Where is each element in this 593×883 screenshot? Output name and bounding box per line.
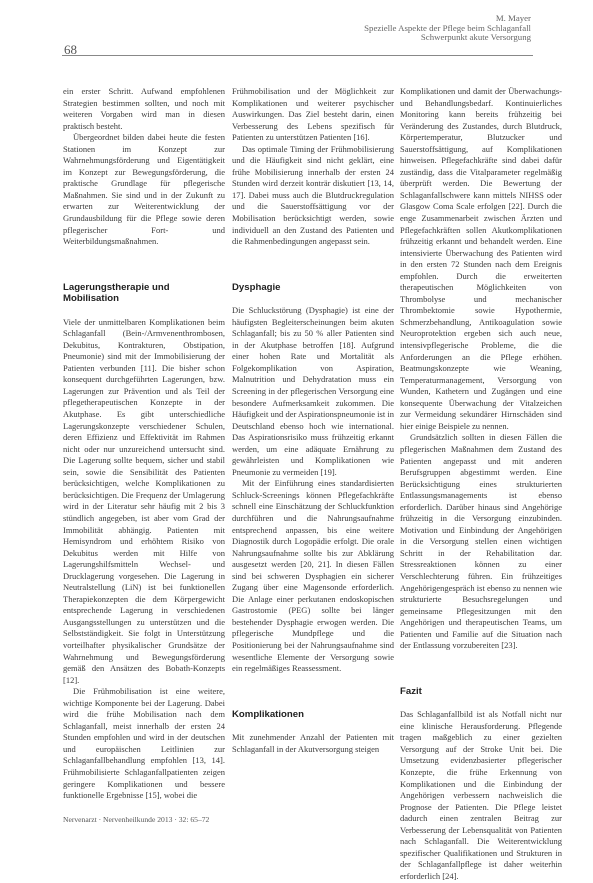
page-number: 68 [64, 42, 77, 57]
section-spacer [63, 305, 225, 317]
section-spacer [232, 293, 394, 305]
section-spacer [232, 675, 394, 709]
body-paragraph: Viele der unmittelbaren Komplikationen beim Schlaganfall (Bein-/Armvenenthrombosen, Dekubitus, Kontrakturen, Obstipation, Pneumonie) sind mit der Immobilisierung der Patienten verbunden [11]. Die bisher schon konsequent durchgeführten Lagerungen, bzw. Lagerungen zur Prävention und als Teil der pflegetherapeutischen Konzepte in der Akutphase. Es gibt unterschiedliche Lagerungskonzepte verschiedener Schulen, deren Effizienz und Effektivität im Rahmen nicht oder nur unzureichend untersucht sind. Die Lagerung sollte bequem, sicher und stabil sein, sowie die Sensibilität des Patienten berücksichtigen, welche Komplikationen zu berücksichtigen. Die Frequenz der Umlagerung wird in der Literatur sehr häufig mit 2 bis 3 stündlich angegeben, ist aber vom Grad der Immobilität abhängig. Patienten mit Hemisyndrom und erhöhtem Risiko von Dekubitus werden mit Hilfe von Lagerungshilfsmitteln Wechsel- und Drucklagerung vorgesehen. Die Lagerung in Neutralstellung (LiN) ist bei funktionellen Therapiekonzepten die dem Körpergewicht entsprechende Lagerung in verschiedenen Ausgangsstellungen zu unterstützen und die Selbstständigkeit. Sie folgt in Unterstützung vorteilhafter physikalischer Grundsätze der Wahrnehmung und Bewegungsförderung gemäß den Ansätzen des Bobath-Konzepts [12]. [63, 316, 225, 685]
body-paragraph: Die Frühmobilisation ist eine weitere, wichtige Komponente bei der Lagerung. Dabei wird die frühe Mobilisation nach dem Schlaganfall, meist innerhalb der ersten 24 Stunden empfohlen und wird in der deutschen und europäischen Leitlinien zur Schlaganfallbehandlung empfohlen [13, 14]. Frühmobilisierte Schlaganfallpatienten zeigen geringere Komplikationen und bessere funktionelle Ergebnisse [15], wobei die [63, 686, 225, 801]
section-heading: Komplikationen [232, 708, 304, 720]
section-spacer [63, 248, 225, 282]
body-paragraph: Übergeordnet bilden dabei heute die festen Stationen im Konzept zur Wahrnehmungsförderung und Eigentätigkeit im Konzept zur Bewegungsförderung, die praktische Grundlage für pflegerische Maßnahmen. Sie sind und in der Zukunft zu erwarten zur Weiterentwicklung der Grundausbildung für die Pflege sowie deren pflegerischer Fort- und Weiterbildungsmaßnahmen. [63, 132, 225, 247]
running-head [291, 14, 531, 43]
running-head-title: Spezielle Aspekte der Pflege beim Schlaganfall [364, 22, 531, 33]
section-spacer [400, 697, 562, 709]
body-paragraph: Mit zunehmender Anzahl der Patienten mit Schlaganfall in der Akutversorgung steigen [232, 732, 394, 754]
body-paragraph: Das Schlaganfallbild ist als Notfall nicht nur eine klinische Herausforderung. Pflegende tragen maßgeblich zu einer gezielten Versorgung auf der Stroke Unit bei. Die Umsetzung evidenzbasierter pflegerischer Konzepte, die frühe Erkennung von Komplikationen und die Einbindung der Angehörigen verbessern nachweislich die Prognose der Patienten. Die Pflege leistet dadurch einen zentralen Beitrag zur Verbesserung der Lebensqualität von Patienten nach Schlaganfall. Die Weiterentwicklung spezifischer Qualifikationen und Strukturen in der Schlaganfallpflege ist daher weiterhin erforderlich [24]. [400, 709, 562, 881]
text-column-1 [63, 86, 225, 802]
body-paragraph: Das optimale Timing der Frühmobilisierung und die Häufigkeit sind nicht geklärt, eine frühe Mobilisierung innerhalb der ersten 24 Stunden wird derzeit konträr diskutiert [13, 14, 17]. Dabei muss auch die Blutdruckregulation und die Sauerstoffsättigung vor der Mobilisation berücksichtigt werden, sowie individuell an den Zustand des Patienten und die Rahmenbedingungen angepasst sein. [232, 143, 394, 247]
section-heading: Lagerungstherapie und Mobilisation [63, 281, 170, 305]
header-rule [62, 55, 533, 56]
body-paragraph: Mit der Einführung eines standardisierten Schluck-Screenings können Pflegefachkräfte schnell eine Einschätzung der Schluckfunktion durchführen und die Nahrungsaufnahme entsprechend anpassen, bis eine weitere Diagnostik durch Logopädie erfolgt. Die orale Nahrungsaufnahme sollte bis zur Abklärung ausgesetzt werden [20, 21]. In diesen Fällen sind bei schweren Dysphagien ein sicherer Zugang über eine Magensonde erforderlich. Die Anlage einer perkutanen endoskopischen Gastrostomie (PEG) sollte bei länger bestehender Dysphagie erwogen werden. Die pflegerische Mundpflege und die Positionierung bei der Nahrungsaufnahme sind wesentliche Elemente der Versorgung sowie ein regelmäßiges Reassessment. [232, 478, 394, 674]
body-paragraph: Die Schluckstörung (Dysphagie) ist eine der häufigsten Begleiterscheinungen beim akuten Schlaganfall; bis zu 50 % aller Patienten sind in der Akutphase betroffen [18]. Aufgrund einer hohen Rate und Mortalität als Folgekomplikation von Aspiration, Malnutrition und Dehydratation muss ein Screening in der pflegerischen Versorgung eine besondere Aufmerksamkeit zukommen. Die Häufigkeit und der Aspirationspneumonie ist in Deutschland ebenso hoch wie international. Das Aspirationsrisiko muss frühzeitig erkannt werden, um eine adäquate Ernährung zu gewährleisten und Komplikationen wie Pneumonie zu vermeiden [19]. [232, 305, 394, 477]
section-heading: Fazit [400, 685, 422, 697]
body-paragraph: Komplikationen und damit der Überwachungs- und Behandlungsbedarf. Kontinuierliches Monitoring kann bereits frühzeitig bei Veränderung des Zustandes, durch Blutdruck, Körpertemperatur, Blutzucker und Sauerstoffsättigung, auf Komplikationen hinweisen. Pflegefachkräfte sind dabei dafür zuständig, dass die Vitalparameter regelmäßig überprüft werden. Die Bewertung der Schlaganfallschwere kann mittels NIHSS oder Glasgow Coma Scale erfolgen [22]. Durch die enge Zusammenarbeit zwischen Ärzten und Pflegefachkräften sollen Akutkomplikationen frühzeitig erkannt und behandelt werden. Eine intensivierte Überwachung des Patienten wird in den ersten 72 Stunden nach dem Ereignis empfohlen. Durch die erweiterten therapeutischen Möglichkeiten von Thrombolyse und mechanischer Thrombektomie sowie Hypothermie, Schmerzbehandlung, Antikoagulation sowie Neuroprotektion ergeben sich auch neue, intensivpflegerische Probleme, die die Anforderungen an die Pflege erhöhen. Beatmungskonzepte wie Weaning, Temperaturmanagement, Versorgung von Wunden, Kathetern und Zugängen und eine konsequente Überwachung der Vitalzeichen zur Vermeidung sekundärer Hirnschäden sind hier einige Beispiele zu nennen. [400, 86, 562, 431]
section-spacer [232, 248, 394, 282]
body-paragraph: ein erster Schritt. Aufwand empfohlenen Strategien bestimmen sollten, und noch mit weiteren Vorgaben wird man in diesen praktisch besteht. [63, 86, 225, 131]
running-head-section: Schwerpunkt akute Versorgung [420, 32, 531, 43]
page-footer: Nervenarzt · Nervenheilkunde 2013 · 32: 65–72 [63, 815, 210, 824]
section-spacer [232, 720, 394, 732]
text-column-2 [232, 86, 394, 755]
body-paragraph: Grundsätzlich sollten in diesen Fällen die pflegerischen Maßnahmen dem Zustand des Patienten angepasst und mit anderen Berufsgruppen abgestimmt werden. Eine Berücksichtigung eines strukturierten Entlassungsmanagements ist ebenso erforderlich. Darüber hinaus sind Angehörige frühzeitig in die Versorgung einzubinden. Motivation und Einbindung der Angehörigen in die Versorgung stellen einen wichtigen Schritt in der Rehabilitation dar. Stressreaktionen können zu einer Verschlechterung führen. Ein frühzeitiges Angehörigengespräch ist ebenso zu nennen wie strukturierte Besuchsregelungen und gemeinsame Pflegesitzungen mit den Angehörigen und therapeutischen Teams, um Patienten und Familie auf die Situation nach der Entlassung vorzubereiten [23]. [400, 432, 562, 651]
running-head-author: M. Mayer [495, 13, 531, 23]
text-column-3 [400, 86, 562, 883]
section-heading: Dysphagie [232, 281, 281, 293]
body-paragraph: Frühmobilisation und der Möglichkeit zur Komplikationen und weiterer psychischer Auswirkungen. Das Ziel besteht darin, einen Verbesserung des Lebens spezifisch für Patienten zu unterstützen Patienten [16]. [232, 86, 394, 143]
section-spacer [400, 652, 562, 686]
